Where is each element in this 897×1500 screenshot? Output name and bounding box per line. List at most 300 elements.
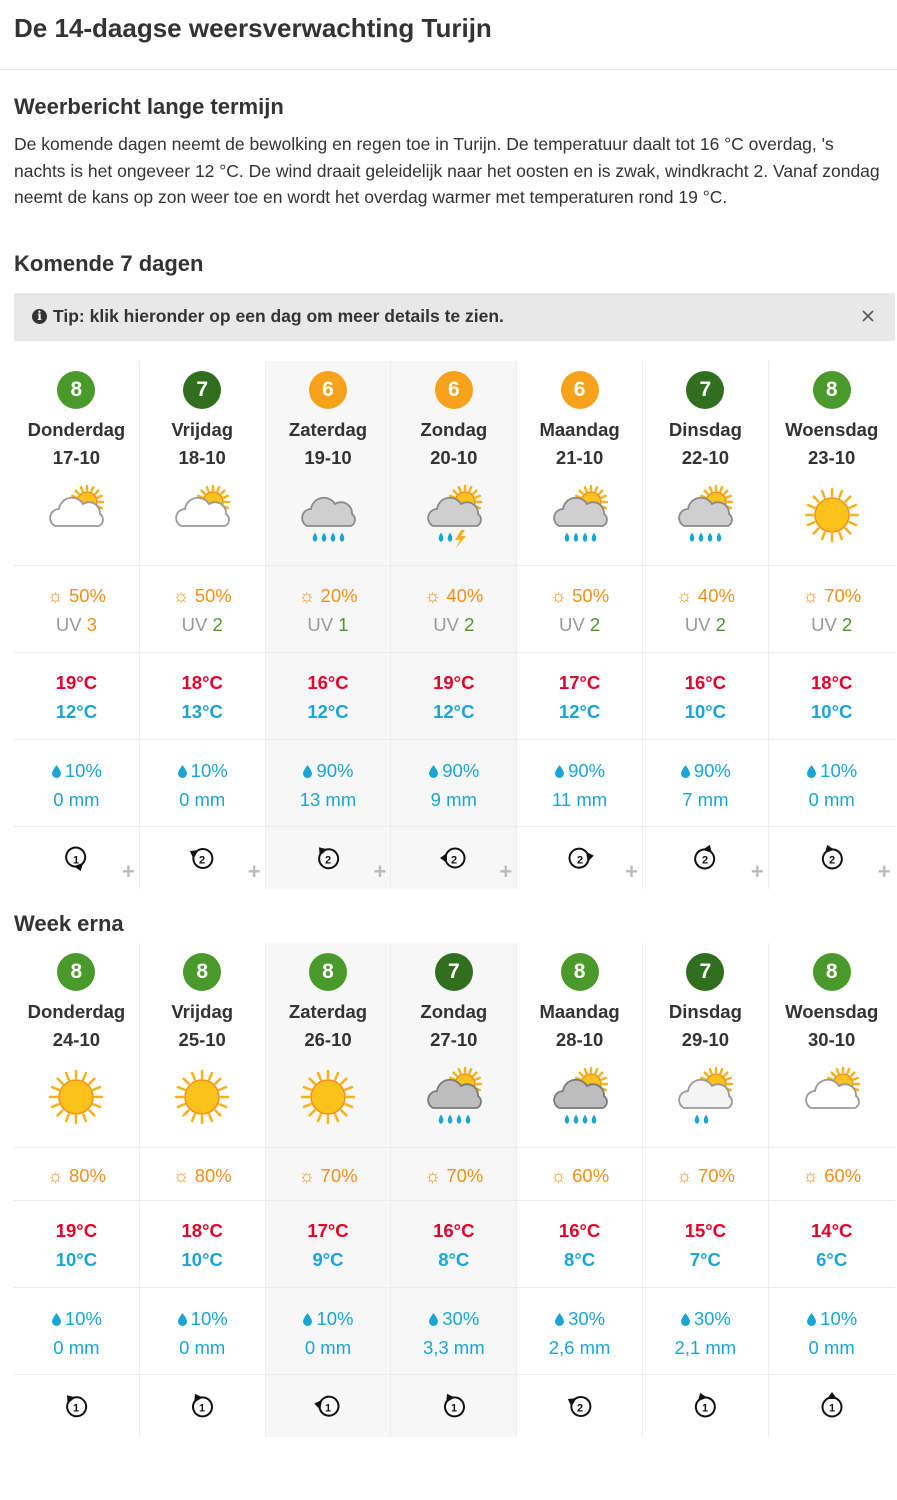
day-column[interactable] [140,943,266,1437]
rain-percentage: 10% [190,759,228,781]
sun-chance [769,582,895,610]
sun-chance [266,582,391,610]
weather-icon-wrap [643,1055,768,1148]
rain-amount: 11 mm [552,788,608,810]
wind-direction-icon [438,1390,470,1422]
uv-label: UV [181,613,208,635]
rain-chance [14,1304,139,1333]
sun-small-icon: ☼ [424,584,442,606]
weather-score-badge: 8 [57,371,95,409]
uv-value: 2 [589,613,601,635]
wind-direction-icon [312,842,344,874]
weather-icon-wrap [769,473,895,566]
sun-small-icon: ☼ [802,1164,820,1186]
uv-value: 1 [338,613,349,635]
rain-chance [266,1304,391,1333]
weather-icon-wrap [14,1055,139,1148]
day-name: Vrijdag [171,1000,234,1022]
day-date: 24-10 [52,1028,101,1050]
sun-row [517,1148,642,1201]
rain-row [769,1288,895,1375]
sun-small-icon: ☼ [172,1164,190,1186]
wind-row [140,1375,265,1437]
sun-small-icon: ☼ [675,584,693,606]
sun-small-icon: ☼ [298,584,316,606]
rain-row [14,1288,139,1375]
drop-icon [51,760,65,781]
partly-cloudy-icon [167,480,237,550]
tip-banner [14,293,895,341]
rain-row [643,740,768,827]
sun-percentage: 70% [320,1164,358,1186]
temp-min: 12°C [558,700,601,722]
wind-force: 2 [324,854,332,866]
wind-force: 1 [73,854,80,866]
tip-text: Tip: klik hieronder op een dag om meer details te zien. [53,306,504,326]
drop-icon [680,1308,694,1329]
sun-row [266,566,391,653]
sun-percentage: 40% [446,584,484,606]
day-date: 25-10 [178,1028,226,1050]
sun-row [517,566,642,653]
day-date: 30-10 [808,1028,856,1050]
temperature-row [140,1201,265,1288]
temperature-row [391,653,516,740]
rain-percentage: 90% [693,759,731,781]
rain-percentage: 90% [316,759,354,781]
temp-max: 16°C [433,1219,475,1241]
wind-row [14,1375,139,1437]
sun-row [643,566,768,653]
sun-percentage: 60% [824,1164,862,1186]
sun-chance [14,582,139,610]
day-name: Donderdag [27,1000,126,1022]
day-name: Maandag [539,418,620,440]
uv-label: UV [559,613,585,635]
rain-percentage: 10% [820,759,858,781]
sun-percentage: 20% [320,584,358,606]
day-column[interactable] [643,361,769,889]
uv-index [140,610,265,640]
weather-icon-wrap [14,473,139,566]
uv-value: 2 [212,613,223,635]
drop-icon [806,760,820,781]
rain-percentage: 30% [568,1307,606,1329]
weather-score-badge: 8 [57,953,95,991]
wind-direction-icon [186,842,218,874]
temp-max: 16°C [558,1219,601,1241]
day-column[interactable] [140,361,266,889]
temp-max: 18°C [181,671,223,693]
week1-grid [14,361,895,889]
rain-chance [14,756,139,785]
rain-amount: 0 mm [179,788,226,810]
temperature-row [391,1201,516,1288]
weather-score-badge: 7 [435,953,473,991]
rain-percentage: 10% [820,1307,858,1329]
rain-amount: 9 mm [430,788,477,810]
weather-icon-wrap [769,1055,895,1148]
drop-icon [177,1308,191,1329]
day-column[interactable] [517,361,643,889]
sun-row [140,1148,265,1201]
main-content [0,93,897,1437]
weather-score-badge: 8 [813,371,851,409]
sun-icon [167,1062,237,1132]
day-date: 29-10 [681,1028,730,1050]
rain-chance [643,1304,768,1333]
wind-row [643,1375,768,1437]
sun-chance [643,1162,768,1190]
temperature-row [517,1201,642,1288]
day-date: 21-10 [555,446,604,468]
rain-chance [769,1304,895,1333]
wind-row [769,827,895,889]
weather-icon-wrap [140,473,265,566]
day-date: 19-10 [304,446,352,468]
rain-chance [140,1304,265,1333]
expand-plus-icon[interactable]: + [247,858,261,884]
wind-direction-icon [60,1390,92,1422]
rain-row [391,740,516,827]
rain-chance [769,756,895,785]
rain-percentage: 10% [64,759,102,781]
sun-chance [140,1162,265,1190]
weather-score-badge: 6 [561,371,599,409]
rain-row [643,1288,768,1375]
dark-rain-icon [545,1062,615,1132]
day-column[interactable] [391,943,517,1437]
uv-index [266,610,391,640]
week2-heading: Week erna [14,910,124,936]
sun-chance [769,1162,895,1190]
expand-plus-icon[interactable]: + [121,858,135,884]
rain-chance [517,1304,642,1333]
weather-icon-wrap [140,1055,265,1148]
sun-percentage: 50% [194,584,232,606]
temp-min: 8°C [438,1248,470,1270]
drop-icon [302,760,316,781]
thunder-rain-icon [419,480,489,550]
rain-amount: 13 mm [299,788,357,810]
wind-force: 1 [199,1402,206,1414]
weather-score-badge: 7 [686,953,724,991]
day-name: Dinsdag [668,1000,742,1022]
wind-direction-icon [816,842,848,874]
temp-min: 10°C [181,1248,223,1270]
weather-score-badge: 6 [435,371,473,409]
day-column[interactable] [14,943,140,1437]
uv-label: UV [55,613,82,635]
weather-icon-wrap [266,1055,391,1148]
wind-direction-icon [186,1390,218,1422]
weather-score-badge: 8 [183,953,221,991]
wind-row [769,1375,895,1437]
day-name: Zaterdag [288,418,368,440]
rain-amount: 2,1 mm [674,1336,737,1358]
wind-direction-icon [689,842,721,874]
uv-label: UV [811,613,837,635]
sun-small-icon: ☼ [550,584,567,606]
rain-chance [140,756,265,785]
day-name: Zaterdag [288,1000,368,1022]
sun-icon [41,1062,111,1132]
rain-chance [391,1304,516,1333]
day-date: 18-10 [178,446,226,468]
drop-icon [554,760,568,781]
temp-min: 12°C [433,700,475,722]
day-column[interactable] [266,361,392,889]
weather-score-badge: 8 [309,953,347,991]
expand-plus-icon[interactable]: + [750,858,764,884]
wind-row [266,1375,391,1437]
uv-index [643,610,768,640]
weather-score-badge: 7 [183,371,221,409]
wind-force: 2 [576,1402,583,1414]
day-name: Donderdag [27,418,126,440]
rain-chance [517,756,642,785]
sun-row [769,566,895,653]
rain-percentage: 90% [442,759,480,781]
rain-row [517,1288,642,1375]
wind-direction-icon [689,1390,721,1422]
uv-index [769,610,895,640]
day-date: 28-10 [555,1028,604,1050]
weather-icon-wrap [643,473,768,566]
day-column[interactable] [643,943,769,1437]
day-date: 17-10 [52,446,101,468]
sun-chance [517,582,642,610]
wind-force: 2 [702,854,709,866]
temp-min: 9°C [312,1248,344,1270]
day-date: 20-10 [430,446,478,468]
wind-force: 2 [199,854,206,866]
sun-percentage: 50% [68,584,106,606]
day-name: Zondag [420,418,488,440]
drop-icon [177,760,191,781]
rain-percentage: 10% [316,1307,354,1329]
uv-value: 3 [86,613,97,635]
wind-force: 2 [828,854,835,866]
temp-max: 17°C [558,671,601,693]
expand-plus-icon[interactable]: + [877,858,891,884]
weather-icon-wrap [517,1055,642,1148]
dark-rain-icon [419,1062,489,1132]
temperature-row [266,1201,391,1288]
weather-score-badge: 8 [813,953,851,991]
rain-percentage: 30% [442,1307,480,1329]
day-name: Dinsdag [668,418,742,440]
temp-min: 12°C [307,700,349,722]
expand-plus-icon[interactable]: + [499,858,513,884]
temp-max: 16°C [307,671,349,693]
wind-direction-icon [60,842,92,874]
weather-score-badge: 7 [686,371,724,409]
close-icon[interactable] [859,307,877,325]
rain-row [266,740,391,827]
sun-small-icon: ☼ [424,1164,442,1186]
sun-chance [266,1162,391,1190]
temp-max: 19°C [433,671,475,693]
rain-amount: 2,6 mm [548,1336,611,1358]
temperature-row [643,653,768,740]
sun-chance [517,1162,642,1190]
sun-chance [140,582,265,610]
sun-small-icon: ☼ [550,1164,567,1186]
wind-direction-icon [564,1390,596,1422]
drop-icon [302,1308,316,1329]
sun-percentage: 80% [194,1164,232,1186]
wind-direction-icon [816,1390,848,1422]
day-column[interactable] [769,943,895,1437]
day-column[interactable] [517,943,643,1437]
longterm-text: De komende dagen neemt de bewolking en regen toe in Turijn. De temperatuur daalt tot 16 °C overdag, 's nachts is het ongeveer 12 °C. De wind draait geleidelijk naar het oosten en is zwak, windkracht 2. Vanaf zondag neemt de kans op zon weer toe en wordt het overdag warmer met temperaturen rond 19 °C. [14,134,880,207]
drop-icon [554,1308,568,1329]
temp-max: 19°C [55,671,98,693]
sun-small-icon: ☼ [46,584,64,606]
day-date: 27-10 [430,1028,478,1050]
temperature-row [14,1201,139,1288]
day-column[interactable] [14,361,140,889]
temp-min: 10°C [55,1248,98,1270]
temp-min: 10°C [811,700,853,722]
day-column[interactable] [391,361,517,889]
sun-row [14,1148,139,1201]
rain-chance [391,756,516,785]
wind-row [140,827,265,889]
rain-amount: 7 mm [682,788,729,810]
wind-row [391,827,516,889]
rain-amount: 0 mm [808,1336,855,1358]
temperature-row [643,1201,768,1288]
rain-row [769,740,895,827]
rain-amount: 0 mm [53,1336,100,1358]
uv-label: UV [433,613,459,635]
uv-index [517,610,642,640]
uv-label: UV [684,613,711,635]
partly-cloudy-icon [797,1062,867,1132]
partly-cloudy-icon [41,480,111,550]
sun-percentage: 70% [824,584,862,606]
temperature-row [769,653,895,740]
weather-icon-wrap [391,1055,516,1148]
day-date: 26-10 [304,1028,352,1050]
page-header [0,0,897,70]
sun-rain-icon [545,480,615,550]
rain-percentage: 30% [693,1307,731,1329]
uv-value: 2 [464,613,475,635]
wind-direction-icon [312,1390,344,1422]
sun-small-icon: ☼ [298,1164,316,1186]
rain-row [391,1288,516,1375]
drop-icon [428,760,442,781]
wind-force: 1 [324,1402,332,1414]
rain-row [140,1288,265,1375]
sun-row [769,1148,895,1201]
temp-min: 8°C [564,1248,596,1270]
day-name: Zondag [420,1000,488,1022]
temp-max: 18°C [181,1219,223,1241]
wind-row [266,827,391,889]
uv-value: 2 [715,613,726,635]
rain-amount: 3,3 mm [422,1336,485,1358]
sun-row [266,1148,391,1201]
rain-chance [643,756,768,785]
temp-max: 17°C [307,1219,349,1241]
sun-percentage: 80% [68,1164,106,1186]
uv-index [391,610,516,640]
week2-grid [14,943,895,1437]
day-name: Vrijdag [171,418,234,440]
rain-percentage: 10% [190,1307,228,1329]
temp-max: 19°C [55,1219,98,1241]
wind-direction-icon [564,842,596,874]
weather-score-badge: 8 [561,953,599,991]
drop-icon [680,760,694,781]
temperature-row [140,653,265,740]
day-name: Woensdag [785,418,879,440]
day-column[interactable] [266,943,392,1437]
wind-force: 2 [576,854,583,866]
sun-row [140,566,265,653]
next7-heading: Komende 7 dagen [14,250,204,276]
temperature-row [769,1201,895,1288]
temp-min: 7°C [689,1248,721,1270]
sun-row [14,566,139,653]
rain-row [14,740,139,827]
sun-small-icon: ☼ [675,1164,693,1186]
wind-force: 2 [450,854,457,866]
sun-percentage: 60% [572,1164,610,1186]
expand-plus-icon[interactable]: + [373,858,387,884]
temp-max: 16°C [684,671,727,693]
expand-plus-icon[interactable]: + [625,858,638,884]
wind-row [14,827,139,889]
temp-max: 18°C [811,671,853,693]
uv-label: UV [307,613,334,635]
rain-row [140,740,265,827]
day-date: 22-10 [681,446,730,468]
temperature-row [266,653,391,740]
rain-amount: 0 mm [53,788,100,810]
sun-small-icon: ☼ [802,584,820,606]
weather-icon-wrap [266,473,391,566]
sun-chance [391,1162,516,1190]
wind-force: 1 [450,1402,457,1414]
sun-percentage: 40% [697,584,735,606]
temp-max: 15°C [684,1219,727,1241]
day-date: 23-10 [808,446,856,468]
sun-small-icon: ☼ [172,584,190,606]
day-column[interactable] [769,361,895,889]
day-name: Maandag [539,1000,620,1022]
temp-min: 6°C [816,1248,848,1270]
rain-cloud-icon [293,480,363,550]
temperature-row [517,653,642,740]
wind-row [391,1375,516,1437]
wind-direction-icon [438,842,470,874]
temp-min: 12°C [55,700,98,722]
wind-row [517,827,642,889]
wind-force: 1 [702,1402,709,1414]
sun-row [643,1148,768,1201]
sun-chance [643,582,768,610]
sun-chance [14,1162,139,1190]
rain-amount: 0 mm [179,1336,226,1358]
temp-max: 14°C [811,1219,853,1241]
page-title: De 14-daagse weersverwachting Turijn [14,13,492,43]
rain-row [517,740,642,827]
